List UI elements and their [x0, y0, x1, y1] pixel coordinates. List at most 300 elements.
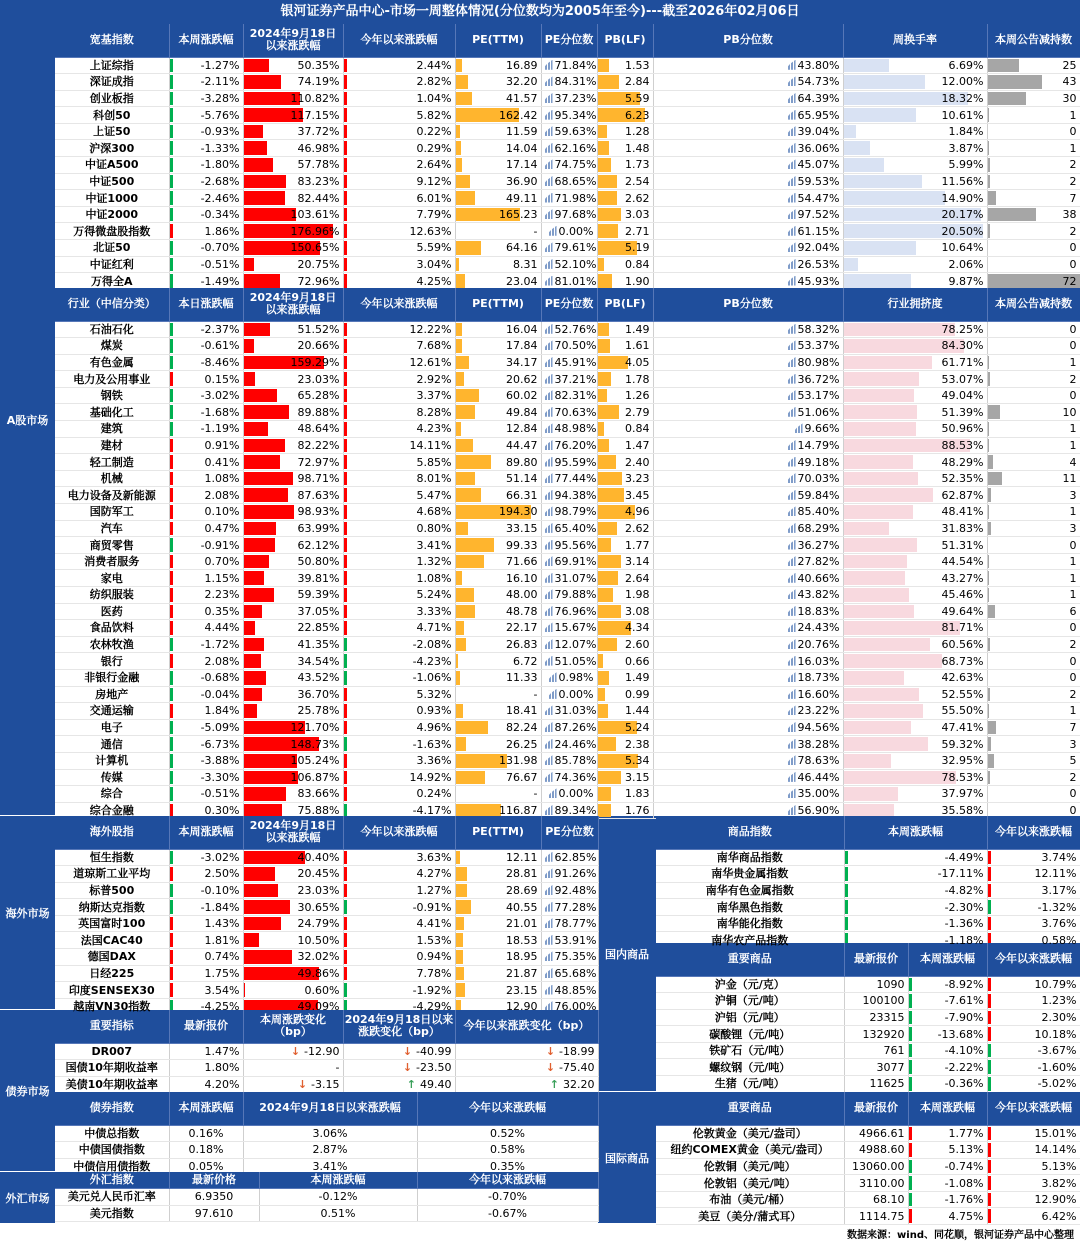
pe-bar — [456, 389, 479, 403]
weekly-change — [169, 223, 243, 240]
name — [55, 603, 169, 620]
pb — [597, 354, 653, 371]
pb-bar — [598, 555, 622, 569]
since-924-value: 176.96% — [290, 224, 340, 238]
ytd-change-bar — [344, 125, 347, 139]
weekly-change — [169, 404, 243, 421]
latest-value: 761 — [883, 1044, 905, 1058]
weekly-change-bar — [170, 917, 173, 931]
ytd-change — [343, 387, 455, 404]
since-924-value: 40.40% — [297, 850, 340, 864]
crowding-value: 49.64% — [941, 604, 984, 618]
weekly-change — [169, 587, 243, 604]
since-924 — [243, 736, 343, 753]
pe-bar — [456, 588, 475, 602]
latest — [844, 1125, 908, 1142]
reductions-value: 0 — [1069, 621, 1077, 635]
pb-percentile-value: 56.90% — [797, 804, 840, 818]
turnover-bar — [844, 75, 926, 89]
pb-percentile — [653, 437, 843, 454]
pe-value: 14.04 — [506, 141, 538, 155]
weekly-change-value: -4.49% — [944, 850, 984, 864]
table-row — [55, 90, 1080, 107]
weekly-change — [908, 1009, 987, 1026]
ytd-change-value: 1.04% — [416, 91, 452, 105]
reductions-value: 2 — [1069, 224, 1077, 238]
weekly-change — [169, 752, 243, 769]
pe-percentile-value: 95.59% — [554, 455, 597, 469]
mini-chart-icon — [545, 143, 553, 153]
latest-value: 11625 — [869, 1077, 905, 1091]
pb — [597, 537, 653, 554]
turnover — [843, 256, 987, 273]
weekly-change-bar — [170, 737, 173, 751]
pe-percentile-value: 37.21% — [554, 372, 597, 386]
mini-chart-icon — [549, 689, 557, 699]
ytd-change-value: 10.79% — [1034, 977, 1077, 991]
table-row — [55, 570, 1080, 587]
pb-bar — [598, 671, 609, 685]
pe-bar — [456, 422, 461, 436]
turnover-bar — [844, 158, 885, 172]
weekly-change — [169, 736, 243, 753]
pe-bar — [456, 867, 467, 881]
pb — [597, 752, 653, 769]
arrow-down-icon: ↓ — [545, 1061, 556, 1075]
since-924-bar — [244, 950, 293, 964]
mini-chart-icon — [788, 639, 796, 649]
since-924-value: 98.93% — [297, 505, 340, 519]
since-924-bar — [244, 422, 269, 436]
ytd-change-value: 4.23% — [416, 422, 452, 436]
pb — [597, 173, 653, 190]
since-924-bar — [244, 621, 256, 635]
weekly-change-value: 0.35% — [204, 604, 240, 618]
mini-chart-icon — [788, 457, 796, 467]
latest — [169, 1060, 243, 1077]
pb-percentile — [653, 736, 843, 753]
weekly-change — [908, 1076, 987, 1093]
since-924 — [243, 866, 343, 883]
name-value: 德国DAX — [87, 950, 136, 964]
broad-index-table — [55, 24, 1080, 290]
since-924 — [243, 915, 343, 932]
pe-value: - — [533, 687, 538, 701]
reductions-bar — [988, 638, 991, 652]
name — [55, 620, 169, 637]
mini-chart-icon — [788, 705, 796, 715]
pe — [455, 173, 541, 190]
ytd-change — [987, 1125, 1080, 1142]
ytd-change — [343, 703, 455, 720]
pe-value: 48.00 — [506, 588, 538, 602]
weekly-change-bar — [909, 1143, 912, 1157]
region-domestic-commodity: 国内商品 — [598, 816, 656, 1092]
pe-bar — [456, 621, 465, 635]
since-924-bar — [244, 884, 279, 898]
weekly-change — [169, 206, 243, 223]
weekly-change-bar — [170, 241, 173, 255]
weekly-change-value: -1.80% — [200, 158, 240, 172]
weekly-change-bar — [909, 1193, 912, 1207]
since-924-bar — [244, 605, 263, 619]
reductions — [987, 752, 1080, 769]
pe-percentile — [541, 603, 597, 620]
weekly-change-bar — [170, 356, 173, 370]
weekly-change-value: -8.46% — [200, 355, 240, 369]
mini-chart-icon — [545, 390, 553, 400]
since-924 — [243, 338, 343, 355]
crowding-value: 32.95% — [941, 754, 984, 768]
pe — [455, 223, 541, 240]
table-row — [656, 1125, 1080, 1142]
weekly-change-bar — [170, 339, 173, 353]
crowding-value: 61.71% — [941, 355, 984, 369]
weekly-change-value: -0.93% — [200, 125, 240, 139]
table-row — [55, 537, 1080, 554]
weekly-change-value: -2.68% — [200, 174, 240, 188]
pe-percentile-value: 71.84% — [554, 58, 597, 72]
pb — [597, 190, 653, 207]
pe-value: 18.41 — [506, 704, 538, 718]
ytd-change-value: 1.27% — [416, 883, 452, 897]
reductions — [987, 240, 1080, 257]
pb — [597, 107, 653, 124]
since-924-value: 41.35% — [297, 638, 340, 652]
name — [656, 882, 844, 899]
pe — [455, 899, 541, 916]
name-value: 中证1000 — [85, 191, 139, 205]
crowding-bar — [844, 538, 917, 552]
since-924-value: 87.63% — [297, 488, 340, 502]
turnover-value: 20.17% — [941, 208, 984, 222]
crowding — [843, 404, 987, 421]
table-row — [55, 736, 1080, 753]
turnover-value: 10.61% — [941, 108, 984, 122]
weekly-change-bar — [170, 389, 173, 403]
pb-value: 1.47 — [625, 438, 650, 452]
column-header: 本周涨跌幅 — [259, 1172, 417, 1189]
weekly-change-bar — [170, 59, 173, 73]
name-value: 伦敦铝（美元/吨） — [703, 1176, 796, 1190]
weekly-change-value: -17.11% — [937, 867, 984, 881]
pe — [455, 354, 541, 371]
mini-chart-icon — [788, 672, 796, 682]
column-header: 本日涨跌幅 — [169, 288, 243, 321]
reductions — [987, 123, 1080, 140]
weekly-change-bar — [909, 1160, 912, 1174]
region-fx: 外汇市场 — [0, 1172, 55, 1224]
pb-bar — [598, 158, 611, 172]
reductions-bar — [988, 488, 992, 502]
mini-chart-icon — [788, 276, 796, 286]
mini-chart-icon — [788, 357, 796, 367]
crowding — [843, 520, 987, 537]
pe-bar — [456, 356, 469, 370]
mini-chart-icon — [549, 672, 557, 682]
pe-percentile-value: 15.67% — [554, 621, 597, 635]
pb-value: 2.54 — [625, 174, 650, 188]
name-value: 法国CAC40 — [80, 933, 143, 947]
since-924-value: 74.19% — [297, 75, 340, 89]
weekly-change-value: 4.44% — [204, 621, 240, 635]
pe — [455, 669, 541, 686]
table-row — [55, 686, 1080, 703]
mini-chart-icon — [788, 60, 796, 70]
pb-value: 3.08 — [625, 604, 650, 618]
name-value: 沪深300 — [89, 141, 135, 155]
turnover — [843, 240, 987, 257]
ytd-change-bar — [344, 771, 347, 785]
pe-percentile — [541, 157, 597, 174]
weekly-change — [169, 620, 243, 637]
mini-chart-icon — [545, 935, 553, 945]
mini-chart-icon — [788, 374, 796, 384]
pb-bar — [598, 522, 618, 536]
table-row — [55, 173, 1080, 190]
since-924-bar — [244, 917, 282, 931]
name-value: 越南VN30指数 — [73, 1000, 151, 1014]
weekly-change-value: -2.37% — [200, 322, 240, 336]
mini-chart-icon — [788, 440, 796, 450]
mini-chart-icon — [545, 722, 553, 732]
ytd-change-bar — [344, 522, 347, 536]
pe-value: 49.84 — [506, 405, 538, 419]
pe-bar — [456, 92, 472, 106]
since-924-bar — [244, 191, 286, 205]
crowding — [843, 321, 987, 338]
latest-value: 1090 — [876, 977, 905, 991]
crowding-bar — [844, 505, 913, 519]
table-header-row — [55, 288, 1080, 321]
name — [55, 786, 169, 803]
table-row — [55, 190, 1080, 207]
weekly-change-value: -0.12% — [318, 1190, 358, 1204]
crowding-bar — [844, 737, 929, 751]
ytd-change — [343, 736, 455, 753]
region-overseas: 海外市场 — [0, 816, 55, 1010]
name — [656, 976, 844, 993]
weekly-change-value: -6.73% — [200, 737, 240, 751]
crowding-value: 52.55% — [941, 687, 984, 701]
since-924 — [243, 949, 343, 966]
pe-bar — [456, 967, 465, 981]
ytd-change — [343, 882, 455, 899]
crowding-bar — [844, 704, 923, 718]
reductions — [987, 157, 1080, 174]
pe-percentile-value: 52.76% — [554, 322, 597, 336]
table-row — [55, 437, 1080, 454]
ytd-change-bar — [344, 867, 347, 881]
since-924-value: 48.64% — [297, 422, 340, 436]
pb-percentile-value: 18.83% — [797, 604, 840, 618]
ytd-change — [343, 57, 455, 74]
pe-value: 28.81 — [506, 867, 538, 881]
ytd-change-value: 3.82% — [1041, 1176, 1077, 1190]
pb — [597, 90, 653, 107]
pe-bar — [456, 721, 488, 735]
pe-percentile — [541, 123, 597, 140]
pe-value: 6.72 — [513, 654, 538, 668]
since-924-value: 83.66% — [297, 787, 340, 801]
crowding-bar — [844, 654, 942, 668]
weekly-change-value: 5.13% — [948, 1143, 984, 1157]
latest-value: 100100 — [862, 994, 905, 1008]
since-924-value: 121.70% — [290, 721, 340, 735]
arrow-down-icon: ↓ — [297, 1077, 308, 1091]
arrow-down-icon: ↓ — [402, 1061, 413, 1075]
weekly-change-value: -5.76% — [200, 108, 240, 122]
name — [55, 1076, 169, 1093]
pe-percentile — [541, 57, 597, 74]
mini-chart-icon — [545, 423, 553, 433]
ytd-change-bar — [988, 1160, 991, 1174]
name — [55, 107, 169, 124]
mini-chart-icon — [788, 193, 796, 203]
ytd-change-bar — [344, 158, 347, 172]
name — [55, 719, 169, 736]
pb-percentile — [653, 520, 843, 537]
ytd-change-bar — [344, 505, 347, 519]
pb-percentile — [653, 537, 843, 554]
weekly-change-bar — [170, 704, 173, 718]
since-924 — [243, 273, 343, 290]
pb-bar — [598, 274, 612, 288]
mini-chart-icon — [545, 374, 553, 384]
name-value: 万得全A — [90, 274, 133, 288]
name-value: 美元兑人民币汇率 — [67, 1190, 156, 1204]
ytd-change-bar — [344, 389, 347, 403]
name — [55, 321, 169, 338]
since-924 — [243, 603, 343, 620]
table-row — [55, 140, 1080, 157]
pe-bar — [456, 59, 463, 73]
since-924-bp-value: -23.50 — [416, 1061, 452, 1075]
since-924 — [243, 537, 343, 554]
pe-percentile-value: 68.65% — [554, 174, 597, 188]
table-row — [656, 1175, 1080, 1192]
weekly-change-value: 0.30% — [204, 804, 240, 818]
name-value: 北证50 — [93, 241, 131, 255]
mini-chart-icon — [545, 159, 553, 169]
pe-percentile — [541, 537, 597, 554]
turnover-value: 9.87% — [948, 274, 984, 288]
table-row — [55, 932, 598, 949]
name-value: 商贸零售 — [89, 538, 134, 552]
weekly-change — [169, 421, 243, 438]
ytd-change-value: 5.32% — [416, 687, 452, 701]
pe-percentile — [541, 703, 597, 720]
pe-value: 131.98 — [499, 754, 538, 768]
since-924-bar — [244, 472, 294, 486]
reductions-bar — [988, 75, 1043, 89]
name — [55, 570, 169, 587]
pb-percentile — [653, 669, 843, 686]
ytd-change — [343, 157, 455, 174]
name-value: 布油（美元/桶） — [709, 1193, 791, 1207]
since-924 — [243, 849, 343, 866]
pb-value: 0.84 — [625, 257, 650, 271]
name — [55, 173, 169, 190]
weekly-change — [169, 387, 243, 404]
pe-bar — [456, 175, 470, 189]
crowding-value: 60.56% — [941, 638, 984, 652]
ytd-change-bar — [988, 851, 991, 865]
overseas-index-table — [55, 816, 599, 1015]
name — [656, 1076, 844, 1093]
weekly-change-bar — [170, 538, 173, 552]
pe — [455, 553, 541, 570]
table-row — [55, 849, 598, 866]
turnover-bar — [844, 175, 923, 189]
mini-chart-icon — [788, 340, 796, 350]
weekly-change-bar — [845, 867, 848, 881]
column-header: 今年以来涨跌幅 — [343, 24, 455, 57]
pb-percentile-value: 16.60% — [797, 687, 840, 701]
latest-value: 4.20% — [204, 1077, 240, 1091]
pb-percentile-value: 68.29% — [797, 521, 840, 535]
pb-bar — [598, 455, 616, 469]
weekly-change-value: -0.10% — [200, 883, 240, 897]
name — [55, 1189, 169, 1206]
since-924-bar — [244, 339, 254, 353]
ytd-change-bar — [344, 983, 347, 997]
pb — [597, 321, 653, 338]
name-value: 碳酸锂（元/吨） — [709, 1027, 791, 1041]
weekly-change-bar — [170, 851, 173, 865]
table-row — [55, 1189, 598, 1206]
name — [55, 354, 169, 371]
weekly-change-bar — [909, 1176, 912, 1190]
weekly-change — [844, 849, 987, 866]
reductions-bar — [988, 439, 989, 453]
pb — [597, 669, 653, 686]
turnover-bar — [844, 59, 890, 73]
name — [55, 932, 169, 949]
pe-percentile-value: 0.00% — [558, 224, 594, 238]
reductions-value: 1 — [1069, 588, 1077, 602]
pe — [455, 338, 541, 355]
pb-percentile-value: 38.28% — [797, 737, 840, 751]
name-value: 纽约COMEX黄金（美元/盎司） — [670, 1143, 829, 1157]
pb — [597, 636, 653, 653]
since-924-bar — [244, 771, 298, 785]
reductions — [987, 719, 1080, 736]
since-924-bar — [244, 175, 286, 189]
pb-value: 0.84 — [625, 422, 650, 436]
pb — [597, 57, 653, 74]
pe-percentile — [541, 354, 597, 371]
pb-value: 5.19 — [625, 241, 650, 255]
pb-bar — [598, 654, 603, 668]
reductions-value: 0 — [1069, 787, 1077, 801]
ytd-change-bar — [988, 1209, 991, 1223]
weekly-change-value: -0.61% — [200, 339, 240, 353]
weekly-change-value: 2.50% — [204, 867, 240, 881]
pe-percentile — [541, 866, 598, 883]
since-924-value: 37.72% — [297, 125, 340, 139]
since-924 — [243, 190, 343, 207]
name-value: 医药 — [100, 604, 123, 618]
since-924 — [243, 223, 343, 240]
weekly-change-value: -1.33% — [200, 141, 240, 155]
since-924-bar — [244, 522, 276, 536]
pb-value: 5.59 — [625, 91, 650, 105]
mini-chart-icon — [545, 126, 553, 136]
pb-percentile — [653, 107, 843, 124]
pe-percentile-value: 97.68% — [554, 208, 597, 222]
turnover-bar — [844, 141, 870, 155]
